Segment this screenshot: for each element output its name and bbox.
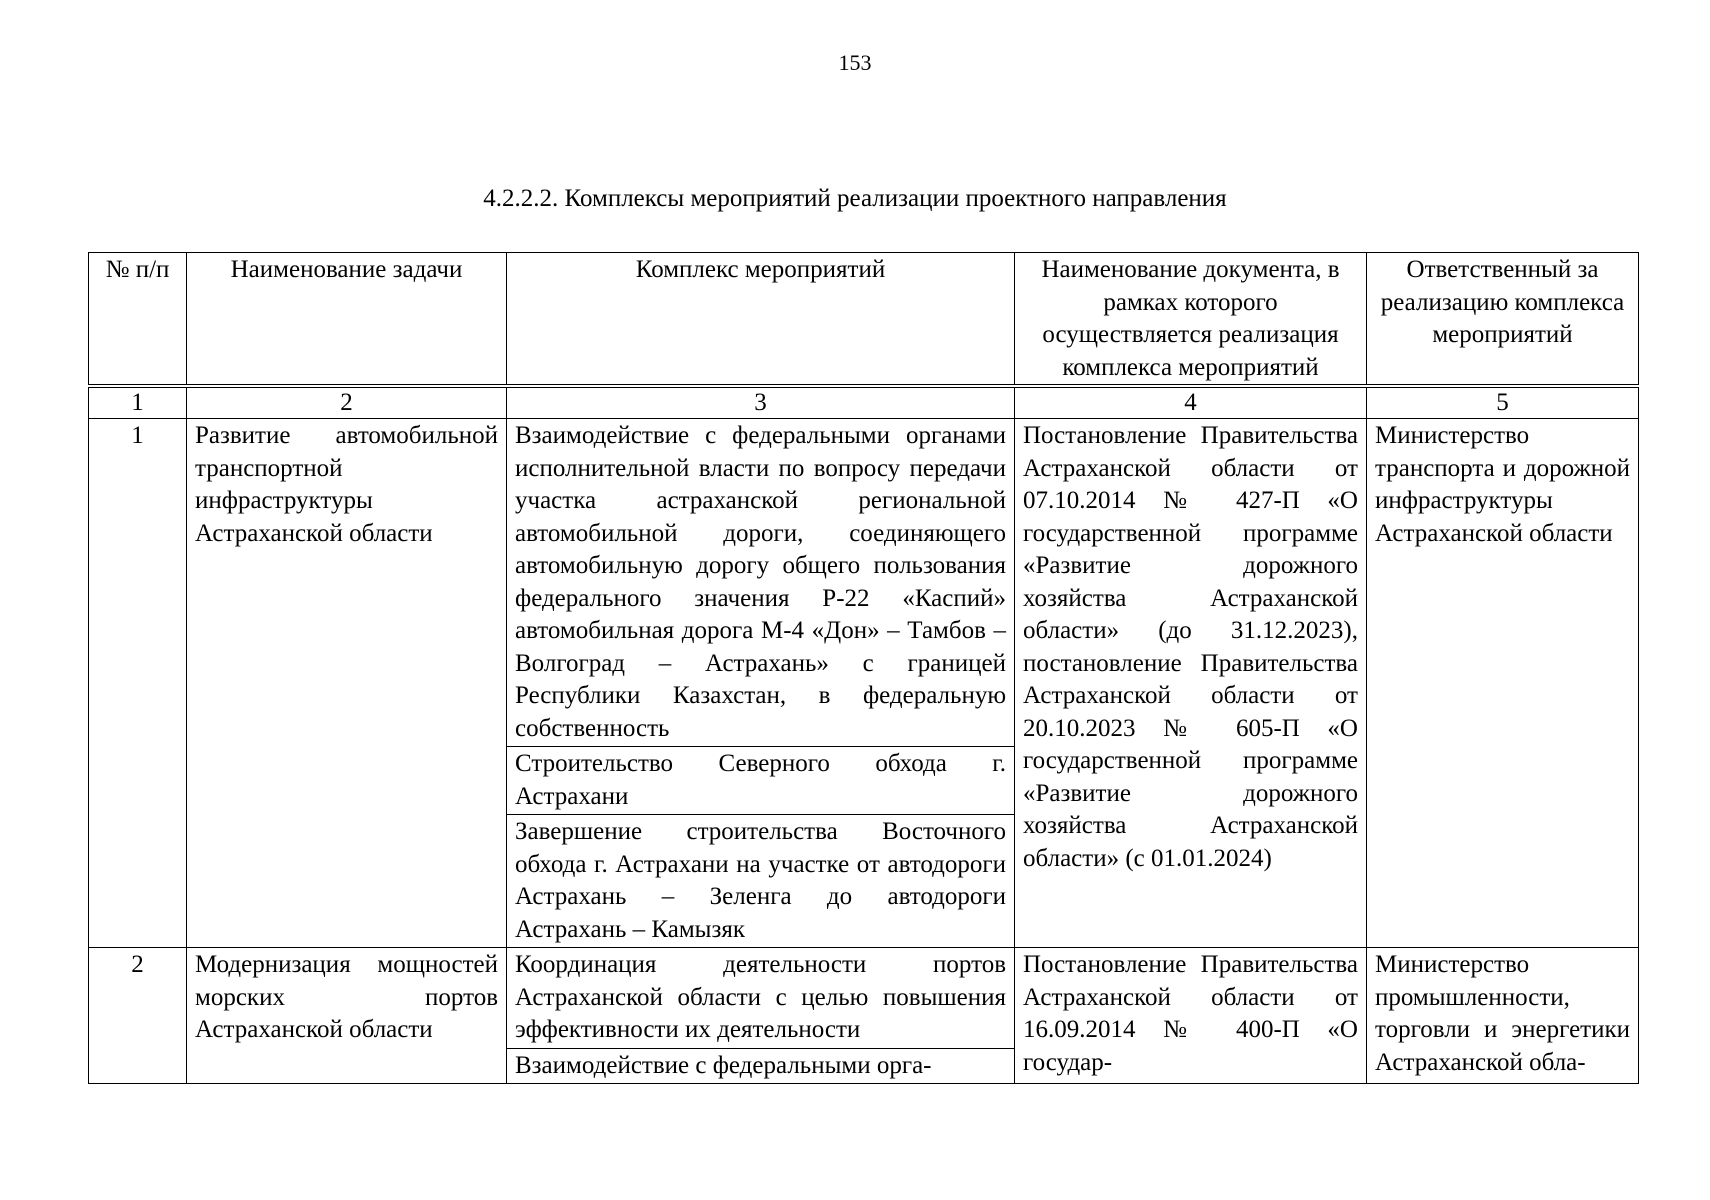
column-number: 3 <box>507 386 1015 419</box>
header-responsible: Ответственный за реализацию комплекса мероприятий <box>1367 253 1639 387</box>
header-document: Наименование документа, в рамках которого осуществляется реализация комплекса мероприятий <box>1015 253 1367 387</box>
column-numbering-row <box>89 386 1639 419</box>
table-row <box>89 419 1639 948</box>
activity-item: Взаимодействие с федеральными органами исполнительной власти по вопросу передачи участка астраханской региональной автомобильной дороги, соединяющего автомобильную дорогу общего пользования федерального значения Р-22 «Каспий» автомобильная дорога М-4 «Дон» – Тамбов – Волгоград – Астрахань» с границей Республики Казахстан, в федеральную собственность <box>507 419 1014 747</box>
document-cell: Постановление Правительства Астраханской области от 07.10.2014 № 427-П «О государственной программе «Развитие дорожного хозяйства Астраханской области» (до 31.12.2023), постановление Правительства Астраханской области от 20.10.2023 № 605-П «О государственной программе «Развитие дорожного хозяйства Астраханской области» (с 01.01.2024) <box>1015 419 1367 948</box>
table-row <box>89 948 1639 1084</box>
task-cell: Развитие автомобильной транспортной инфраструктуры Астраханской области <box>187 419 507 948</box>
table-header-row <box>89 253 1639 387</box>
measures-table <box>88 252 1639 1084</box>
document-cell: Постановление Правительства Астраханской области от 16.09.2014 № 400-П «О государ- <box>1015 948 1367 1084</box>
column-number: 4 <box>1015 386 1367 419</box>
header-activities: Комплекс мероприятий <box>507 253 1015 387</box>
responsible-cell: Министерство промышленности, торговли и энергетики Астраханской обла- <box>1367 948 1639 1084</box>
activities-cell <box>507 948 1015 1084</box>
responsible-cell: Министерство транспорта и дорожной инфраструктуры Астраханской области <box>1367 419 1639 948</box>
row-number: 1 <box>89 419 187 948</box>
task-cell: Модернизация мощностей морских портов Астраханской области <box>187 948 507 1084</box>
column-number: 1 <box>89 386 187 419</box>
activity-item: Взаимодействие с федеральными орга- <box>515 1051 932 1079</box>
activities-cell <box>507 419 1015 948</box>
page-number: 153 <box>838 50 872 75</box>
column-number: 2 <box>187 386 507 419</box>
section-title: 4.2.2.2. Комплексы мероприятий реализации проектного направления <box>483 185 1227 212</box>
column-number: 5 <box>1367 386 1639 419</box>
activity-item: Завершение строительства Восточного обхода г. Астрахани на участке от автодороги Астрахань – Зеленга до автодороги Астрахань – Камызяк <box>515 818 1006 943</box>
header-number: № п/п <box>89 253 187 387</box>
row-number: 2 <box>89 948 187 1084</box>
header-task: Наименование задачи <box>187 253 507 387</box>
activity-item: Строительство Северного обхода г. Астрахани <box>507 747 1014 815</box>
activity-item: Координация деятельности портов Астраханской области с целью повышения эффективности их деятельности <box>507 948 1014 1049</box>
